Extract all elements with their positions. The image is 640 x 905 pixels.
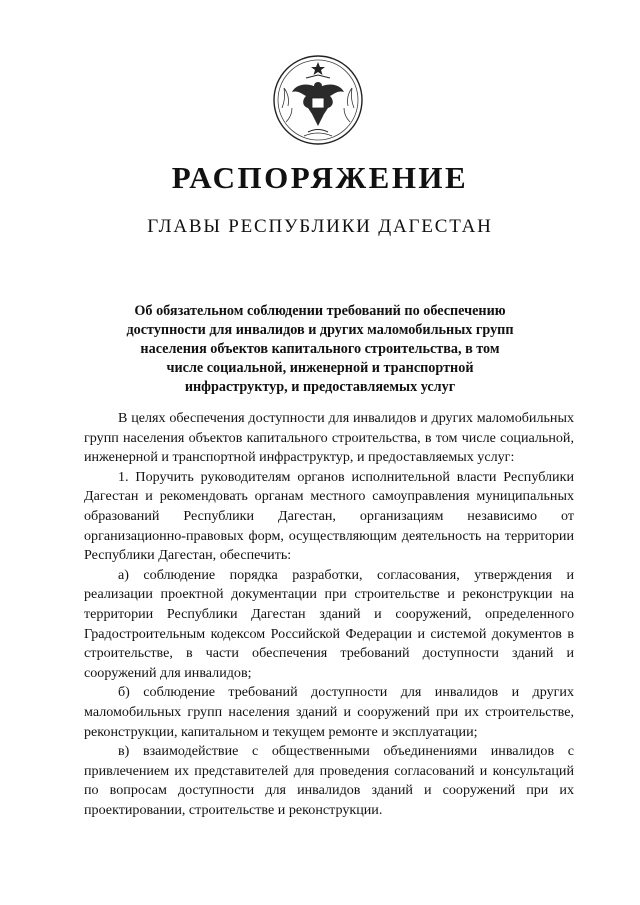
subject-line: числе социальной, инженерной и транспортной — [166, 360, 474, 376]
coat-of-arms-emblem — [268, 48, 368, 148]
body-paragraph-subitem-b: б) соблюдение требований доступности для инвалидов и других маломобильных групп населения зданий и сооружений при их строительстве, реконструкции, капитальном и текущем ремонте и эксплуатации; — [84, 684, 574, 740]
subject-line: населения объектов капитального строительства, в том — [140, 341, 500, 357]
body-paragraph-preamble: В целях обеспечения доступности для инвалидов и других маломобильных групп населения объектов капитального строительства, в том числе социальной, инженерной и транспортной инфраструктур, и предоставляемых услуг: — [84, 410, 574, 466]
subject-line: инфраструктур, и предоставляемых услуг — [184, 379, 456, 395]
subject-line: Об обязательном соблюдении требований по обеспечению — [134, 303, 506, 319]
issuer-title: ГЛАВЫ РЕСПУБЛИКИ ДАГЕСТАН — [147, 216, 493, 237]
body-paragraph-subitem-a: а) соблюдение порядка разработки, согласования, утверждения и реализации проектной документации при строительстве и реконструкции на территории Республики Дагестан зданий и сооружений, определенного Градостроительным кодексом Российской Федерации и системой документов в строительстве, в части обеспечения требований доступности зданий и сооружений для инвалидов; — [84, 566, 574, 681]
document-body — [84, 409, 574, 820]
body-paragraph-item-1: 1. Поручить руководителям органов исполнительной власти Республики Дагестан и рекомендовать органам местного самоуправления муниципальных образований Республики Дагестан, организациям независимо от организационно-правовых форм, осуществляющим деятельность на территории Республики Дагестан, обеспечить: — [84, 468, 574, 564]
body-paragraph-subitem-v: в) взаимодействие с общественными объединениями инвалидов с привлечением их представителей для проведения согласований и консультаций по вопросам доступности для инвалидов зданий и сооружений при их проектировании, строительстве и реконструкции. — [84, 743, 574, 818]
document-type-title: РАСПОРЯЖЕНИЕ — [171, 160, 469, 195]
subject-line: доступности для инвалидов и других маломобильных групп — [126, 322, 514, 338]
document-subject — [95, 302, 545, 397]
